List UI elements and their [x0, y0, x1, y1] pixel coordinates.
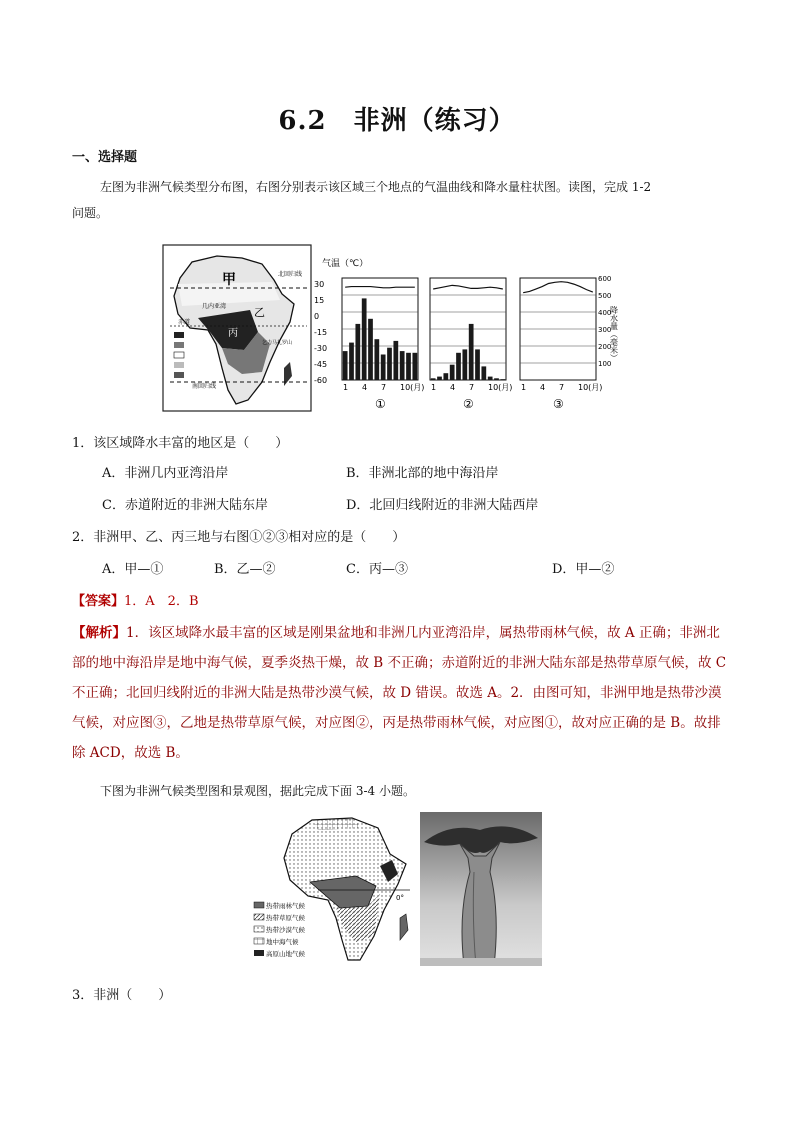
legend2-swatch-desert: [254, 926, 264, 932]
section-heading: 一、选择题: [72, 150, 138, 165]
q2-option-d[interactable]: D．甲—②: [552, 562, 615, 577]
legend-swatch-3: [174, 352, 184, 358]
precip-tick-label: 500: [598, 292, 612, 300]
precip-bar: [437, 377, 442, 380]
africa-climate-map-2: [252, 814, 414, 968]
temp-tick-label: -60: [314, 376, 328, 385]
panel-label: ③: [553, 397, 564, 411]
temp-axis-label: 气温（℃）: [322, 259, 369, 269]
q1-option-b[interactable]: B．非洲北部的地中海沿岸: [346, 466, 499, 481]
map2-legend: [254, 901, 306, 958]
x-tick-label: 4: [450, 383, 456, 392]
legend2-savanna: 热带草原气候: [266, 914, 305, 922]
answer-text: 1．A 2．B: [124, 594, 199, 609]
precip-bar: [481, 366, 486, 380]
temp-tick-label: 15: [314, 296, 325, 305]
photo-ground: [420, 958, 542, 966]
legend-swatch-2: [174, 342, 184, 348]
x-tick-label: 10(月): [578, 383, 603, 392]
precip-bar: [412, 353, 417, 380]
legend-swatch-4: [174, 362, 184, 368]
precip-bar: [343, 351, 348, 380]
x-tick-label: 7: [559, 383, 565, 392]
madagascar-2: [400, 914, 408, 940]
label-kilimanjaro: 乞力马扎罗山: [262, 340, 293, 346]
x-tick-label: 10(月): [488, 383, 513, 392]
precip-bar: [355, 324, 360, 380]
intro-line-1: 左图为非洲气候类型分布图，右图分别表示该区域三个地点的气温曲线和降水量柱状图。读图，完成 1-2: [100, 180, 652, 194]
precip-tick-label: 200: [598, 343, 612, 351]
precip-bar: [406, 353, 411, 380]
precip-bar: [368, 319, 373, 380]
question-2-stem: 2．非洲甲、乙、丙三地与右图①②③相对应的是（ ）: [72, 530, 406, 545]
label-equator: 赤道: [178, 319, 191, 326]
legend-swatch-1: [174, 332, 184, 338]
answer-tag: 【答案】: [72, 594, 125, 609]
precip-bar: [393, 341, 398, 380]
temp-tick-label: -45: [314, 360, 328, 369]
intro-paragraph-2: 下图为非洲气候类型图和景观图，据此完成下面 3-4 小题。: [100, 784, 415, 798]
panel-label: ①: [375, 397, 386, 411]
precip-bar: [443, 373, 448, 380]
chart-panel-3: [520, 278, 602, 411]
legend2-swatch-mediterranean: [254, 938, 264, 944]
precip-bar: [475, 349, 480, 380]
precip-tick-label: 300: [598, 326, 612, 334]
temp-tick-label: 0: [314, 312, 320, 321]
intro-line-2: 问题。: [72, 206, 109, 220]
precip-bar: [374, 339, 379, 380]
temp-ticks: [314, 280, 327, 385]
precip-bar: [362, 298, 367, 380]
equator-label: 0°: [396, 894, 404, 902]
q1-option-d[interactable]: D．北回归线附近的非洲大陆西岸: [346, 498, 539, 513]
label-bing: 丙: [228, 328, 238, 339]
x-tick-label: 7: [469, 383, 475, 392]
chart-panel-1: [342, 278, 424, 411]
panel-label: ②: [463, 397, 474, 411]
x-tick-label: 1: [431, 383, 437, 392]
africa-climate-map-1: [162, 244, 312, 412]
precip-tick-label: 100: [598, 360, 612, 368]
legend2-mediterranean: 地中海气候: [266, 938, 299, 946]
temp-tick-label: 30: [314, 280, 325, 289]
q1-option-c[interactable]: C．赤道附近的非洲大陆东岸: [102, 498, 268, 513]
label-jia: 甲: [222, 272, 236, 288]
precip-bar: [387, 348, 392, 380]
legend2-desert: 热带沙漠气候: [266, 926, 305, 934]
question-3-stem: 3．非洲（ ）: [72, 988, 172, 1003]
answer-block: [72, 590, 199, 609]
precip-bar: [456, 353, 461, 380]
legend2-rainforest: 热带雨林气候: [266, 902, 305, 910]
label-guinea: 几内亚湾: [202, 303, 227, 310]
precip-bar: [500, 379, 505, 380]
q2-option-b[interactable]: B．乙—②: [214, 562, 276, 577]
precip-bar: [349, 343, 354, 380]
x-tick-label: 4: [362, 383, 368, 392]
precip-bar: [488, 377, 493, 380]
precip-bar: [469, 324, 474, 380]
x-tick-label: 10(月): [400, 383, 425, 392]
label-tropic-south: 南回归线: [192, 383, 217, 390]
q2-option-c[interactable]: C．丙—③: [346, 562, 408, 577]
legend2-swatch-savanna: [254, 914, 264, 920]
precip-bar: [494, 378, 499, 380]
label-yi: 乙: [254, 306, 265, 319]
precip-bar: [450, 365, 455, 380]
precip-tick-label: 600: [598, 275, 612, 283]
analysis-text: 1．该区域降水最丰富的区域是刚果盆地和非洲几内亚湾沿岸，属热带雨林气候，故 A 正确；非洲北部的地中海沿岸是地中海气候，夏季炎热干燥，故 B 不正确；赤道附近的非洲大陆东部是热带草原气候，故 C 不正确；北回归线附近的非洲大陆是热带沙漠气候，故 D 错误。故选 A。2．由图可知，非洲甲地是热带沙漠气候，对应图③，乙地是热带草原气候，对应图②，丙是热带雨林气候，对应图①，故对应正确的是 B。故排除 ACD，故选 B。: [72, 625, 727, 761]
chart-panel-2: [430, 278, 512, 411]
legend2-swatch-highland: [254, 950, 264, 956]
legend2-swatch-rainforest: [254, 902, 264, 908]
climate-charts: [312, 256, 638, 416]
x-tick-label: 7: [381, 383, 387, 392]
precip-bar: [381, 355, 386, 381]
temp-tick-label: -15: [314, 328, 328, 337]
label-tropic-north: 北回归线: [278, 271, 303, 278]
legend-swatch-5: [174, 372, 184, 378]
precip-axis-label: 降水量（毫米）: [609, 306, 619, 362]
precip-tick-label: 400: [598, 309, 612, 317]
baobab-landscape-photo: [420, 812, 542, 966]
x-tick-label: 1: [521, 383, 527, 392]
intro-paragraph-1: [72, 174, 722, 226]
chart-panels: [342, 278, 602, 411]
legend2-highland: 高原山地气候: [266, 950, 305, 958]
x-tick-label: 4: [540, 383, 546, 392]
page-title: 6.2 非洲（练习）: [278, 106, 516, 136]
precip-bar: [400, 351, 405, 380]
x-tick-label: 1: [343, 383, 349, 392]
precip-bar: [431, 378, 436, 380]
question-1-stem: 1．该区域降水丰富的地区是（ ）: [72, 436, 289, 451]
analysis-tag: 【解析】: [72, 625, 126, 641]
analysis-block: [72, 618, 728, 768]
q1-option-a[interactable]: A．非洲几内亚湾沿岸: [102, 466, 229, 481]
q2-option-a[interactable]: A．甲—①: [102, 562, 164, 577]
temp-tick-label: -30: [314, 344, 328, 353]
precip-bar: [462, 349, 467, 380]
